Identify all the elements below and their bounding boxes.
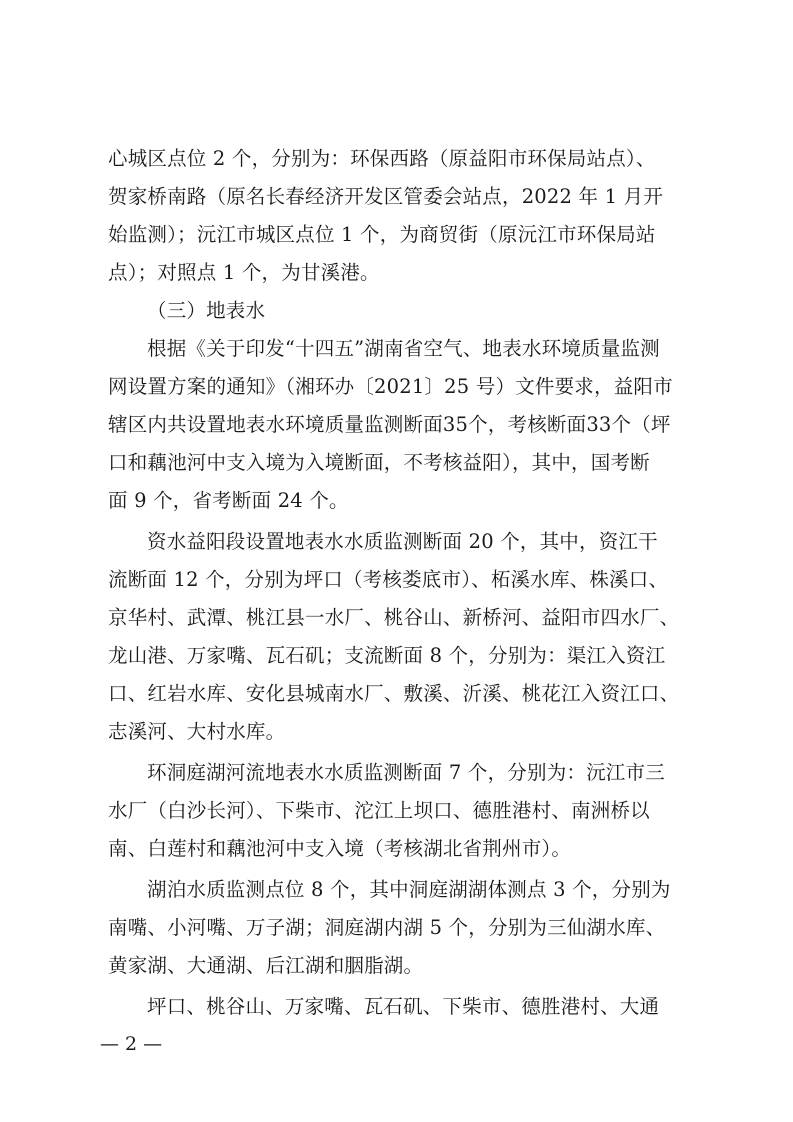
page-number: — 2 — bbox=[100, 1033, 163, 1055]
paragraph-first-line: 湖泊水质监测点位 8 个，其中洞庭湖湖体测点 3 个，分别为 bbox=[147, 878, 671, 901]
text-line: 南、白莲村和藕池河中支入境（考核湖北省荆州市）。 bbox=[108, 837, 572, 860]
text-line: 南嘴、小河嘴、万子湖；洞庭湖内湖 5 个，分别为三仙湖水库、 bbox=[108, 916, 666, 939]
text-line: 贺家桥南路（原名长春经济开发区管委会站点，2022 年 1 月开 bbox=[108, 185, 664, 208]
section-heading: （三）地表水 bbox=[147, 299, 266, 322]
text-line: 始监测）；沅江市城区点位 1 个，为商贸街（原沅江市环保局站 bbox=[108, 223, 656, 246]
text-line: 心城区点位 2 个，分别为：环保西路（原益阳市环保局站点）、 bbox=[108, 147, 656, 170]
text-line: 京华村、武潭、桃江县一水厂、桃谷山、新桥河、益阳市四水厂、 bbox=[108, 606, 680, 629]
text-line: 志溪河、大村水库。 bbox=[108, 720, 286, 743]
text-line: 龙山港、万家嘴、瓦石矶；支流断面 8 个，分别为：渠江入资江 bbox=[108, 644, 666, 667]
text-line: 面 9 个，省考断面 24 个。 bbox=[108, 489, 349, 512]
text-line: 口和藕池河中支入境为入境断面，不考核益阳），其中，国考断 bbox=[108, 451, 650, 474]
paragraph-first-line: 资水益阳段设置地表水水质监测断面 20 个，其中，资江干 bbox=[147, 530, 658, 553]
paragraph-first-line: 坪口、桃谷山、万家嘴、瓦石矶、下柴市、德胜港村、大通 bbox=[147, 995, 660, 1018]
text-line: 口、红岩水库、安化县城南水厂、敷溪、沂溪、桃花江入资江口、 bbox=[108, 682, 680, 705]
text-line: 网设置方案的通知》（湘环办〔2021〕25 号）文件要求，益阳市 bbox=[108, 375, 673, 398]
paragraph-first-line: 根据《关于印发“十四五”湖南省空气、地表水环境质量监测 bbox=[147, 337, 660, 360]
text-line: 流断面 12 个，分别为坪口（考核娄底市）、柘溪水库、株溪口、 bbox=[108, 568, 669, 591]
paragraph-first-line: 环洞庭湖河流地表水水质监测断面 7 个，分别为：沅江市三 bbox=[147, 761, 665, 784]
text-line: 辖区内共设置地表水环境质量监测断面35个，考核断面33个（坪 bbox=[108, 413, 671, 436]
text-line: 水厂（白沙长河）、下柴市、沱江上坝口、德胜港村、南洲桥以 bbox=[108, 799, 650, 822]
text-line: 点）；对照点 1 个，为甘溪港。 bbox=[108, 261, 380, 284]
text-line: 黄家湖、大通湖、后江湖和胭脂湖。 bbox=[108, 954, 424, 977]
